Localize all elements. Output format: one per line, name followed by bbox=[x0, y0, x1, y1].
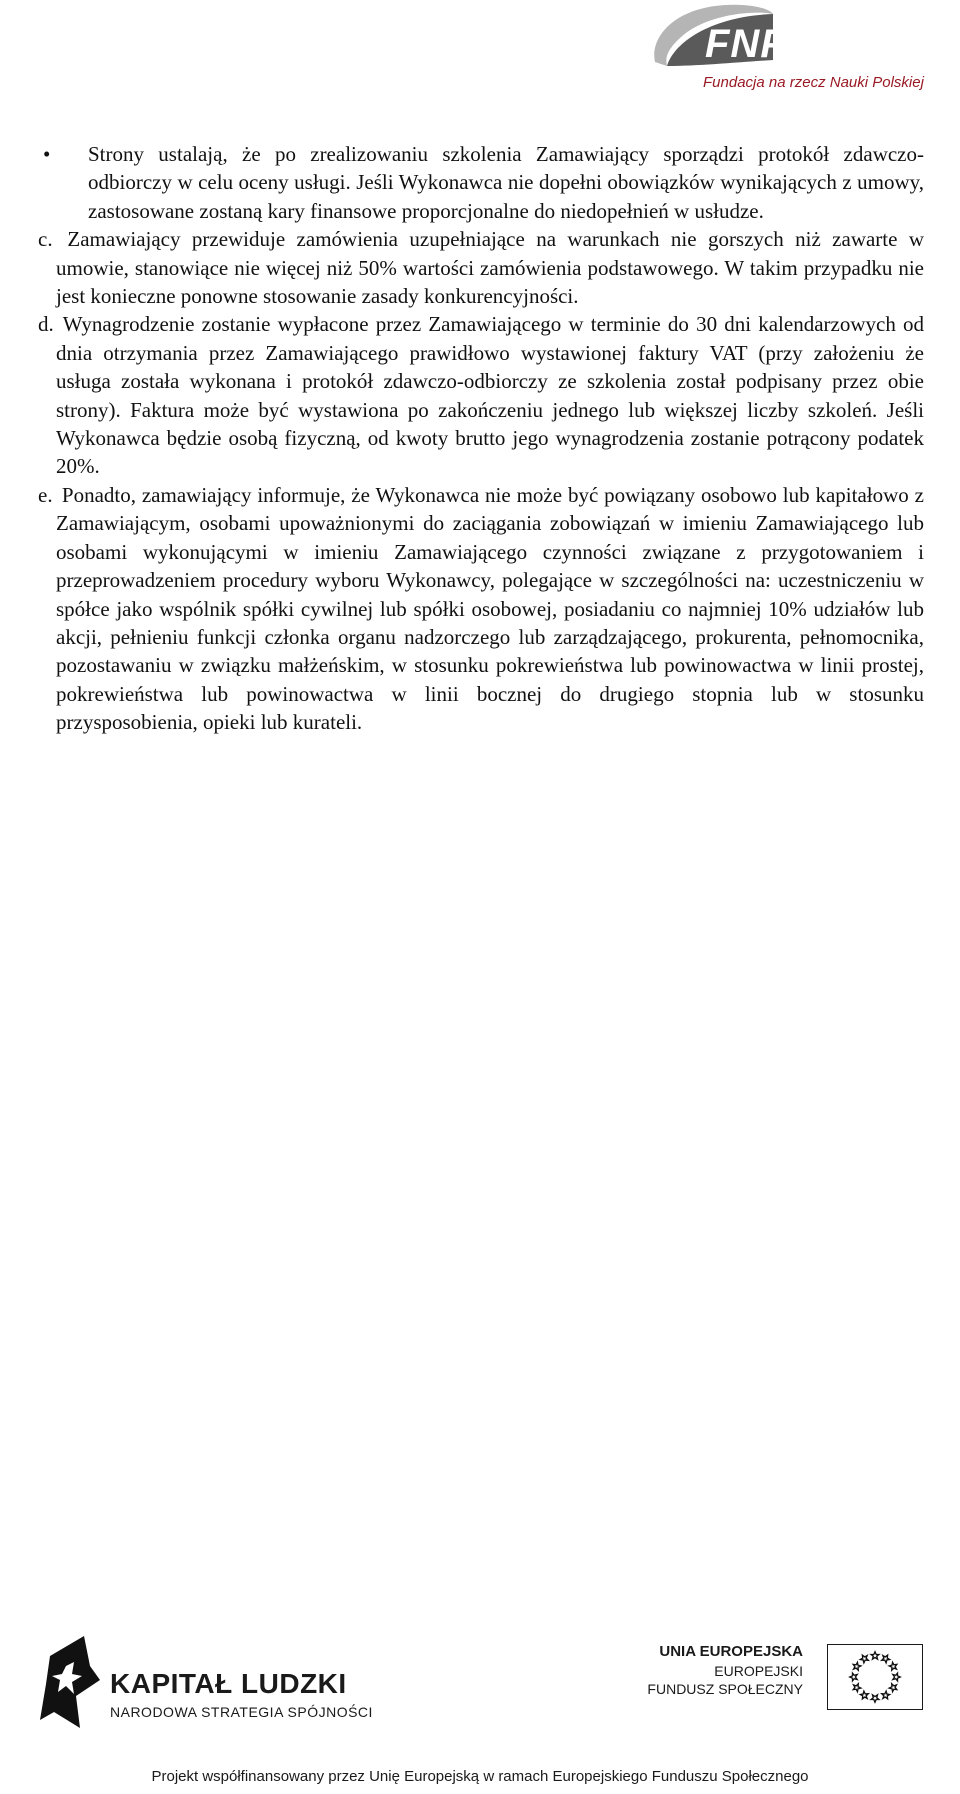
list-item-e bbox=[38, 481, 924, 737]
fnp-logo-mark: FNP bbox=[705, 22, 788, 66]
eu-line-2: EUROPEJSKI bbox=[714, 1663, 803, 1679]
list-item-c bbox=[38, 225, 924, 310]
bullet-paragraph bbox=[38, 140, 924, 225]
eu-logo-text bbox=[647, 1642, 803, 1698]
eu-flag-icon bbox=[827, 1644, 923, 1710]
list-marker: e. bbox=[38, 482, 53, 507]
eu-title: UNIA EUROPEJSKA bbox=[659, 1643, 803, 1660]
list-marker: d. bbox=[38, 312, 54, 337]
list-item-text: Ponadto, zamawiający informuje, że Wykonawca nie może być powiązany osobowo lub kapitałowo z Zamawiającym, osobami upoważnionymi do zaciągania zobowiązań w imieniu Zamawiającego lub osobami wykonującymi w imieniu Zamawiającego czynności związane z przygotowaniem i przeprowadzeniem procedury wyboru Wykonawcy, polegające w szczególności na: uczestniczeniu w spółce jako wspólnik spółki cywilnej lub spółki osobowej, posiadaniu co najmniej 10% udziałów lub akcji, pełnieniu funkcji członka organu nadzorczego lub zarządzającego, prokurenta, pełnomocnika, pozostawaniu w związku małżeńskim, w stosunku pokrewieństwa lub powinowactwa w linii prostej, pokrewieństwa lub powinowactwa w linii bocznej do drugiego stopnia lub w stosunku przysposobienia, opieki lub kurateli. bbox=[56, 482, 924, 735]
list-item-text: Zamawiający przewiduje zamówienia uzupełniające na warunkach nie gorszych niż zawarte w umowie, stanowiące nie więcej niż 50% wartości zamówienia podstawowego. W takim przypadku nie jest konieczne ponowne stosowanie zasady konkurencyjności. bbox=[56, 227, 924, 309]
list-item-d bbox=[38, 310, 924, 480]
kapital-ludzki-flag-icon bbox=[40, 1636, 100, 1728]
fnp-logo bbox=[645, 0, 960, 100]
kapital-ludzki-logo bbox=[40, 1636, 373, 1728]
footer-funding-note: Projekt współfinansowany przez Unię Europejską w ramach Europejskiego Funduszu Społecznego bbox=[151, 1768, 809, 1785]
bullet-icon: • bbox=[43, 142, 51, 166]
kapital-ludzki-title: KAPITAŁ LUDZKI bbox=[110, 1668, 347, 1699]
bullet-text: Strony ustalają, że po zrealizowaniu szkolenia Zamawiający sporządzi protokół zdawczo-odbiorczy w celu oceny usługi. Jeśli Wykonawca nie dopełni obowiązków wynikających z umowy, zastosowane zostaną kary finansowe proporcjonalne do niedopełnień w usłudze. bbox=[88, 142, 924, 223]
eu-logo bbox=[648, 1642, 923, 1722]
list-marker: c. bbox=[38, 227, 53, 252]
fnp-logo-subtitle: Fundacja na rzecz Nauki Polskiej bbox=[703, 74, 924, 91]
list-item-text: Wynagrodzenie zostanie wypłacone przez Zamawiającego w terminie do 30 dni kalendarzowych od dnia otrzymania przez Zamawiającego prawidłowo wystawionej faktury VAT (przy założeniu że usługa została wykonana i protokół zdawczo-odbiorczy ze szkolenia został podpisany przez obie strony). Faktura może być wystawiona po zakończeniu jednego lub większej liczby szkoleń. Jeśli Wykonawca będzie osobą fizyczną, od kwoty brutto jego wynagrodzenia zostanie potrącony podatek 20%. bbox=[56, 312, 924, 479]
document-body bbox=[38, 140, 924, 737]
kapital-ludzki-subtitle: NARODOWA STRATEGIA SPÓJNOŚCI bbox=[110, 1704, 373, 1720]
eu-line-3: FUNDUSZ SPOŁECZNY bbox=[647, 1681, 803, 1697]
